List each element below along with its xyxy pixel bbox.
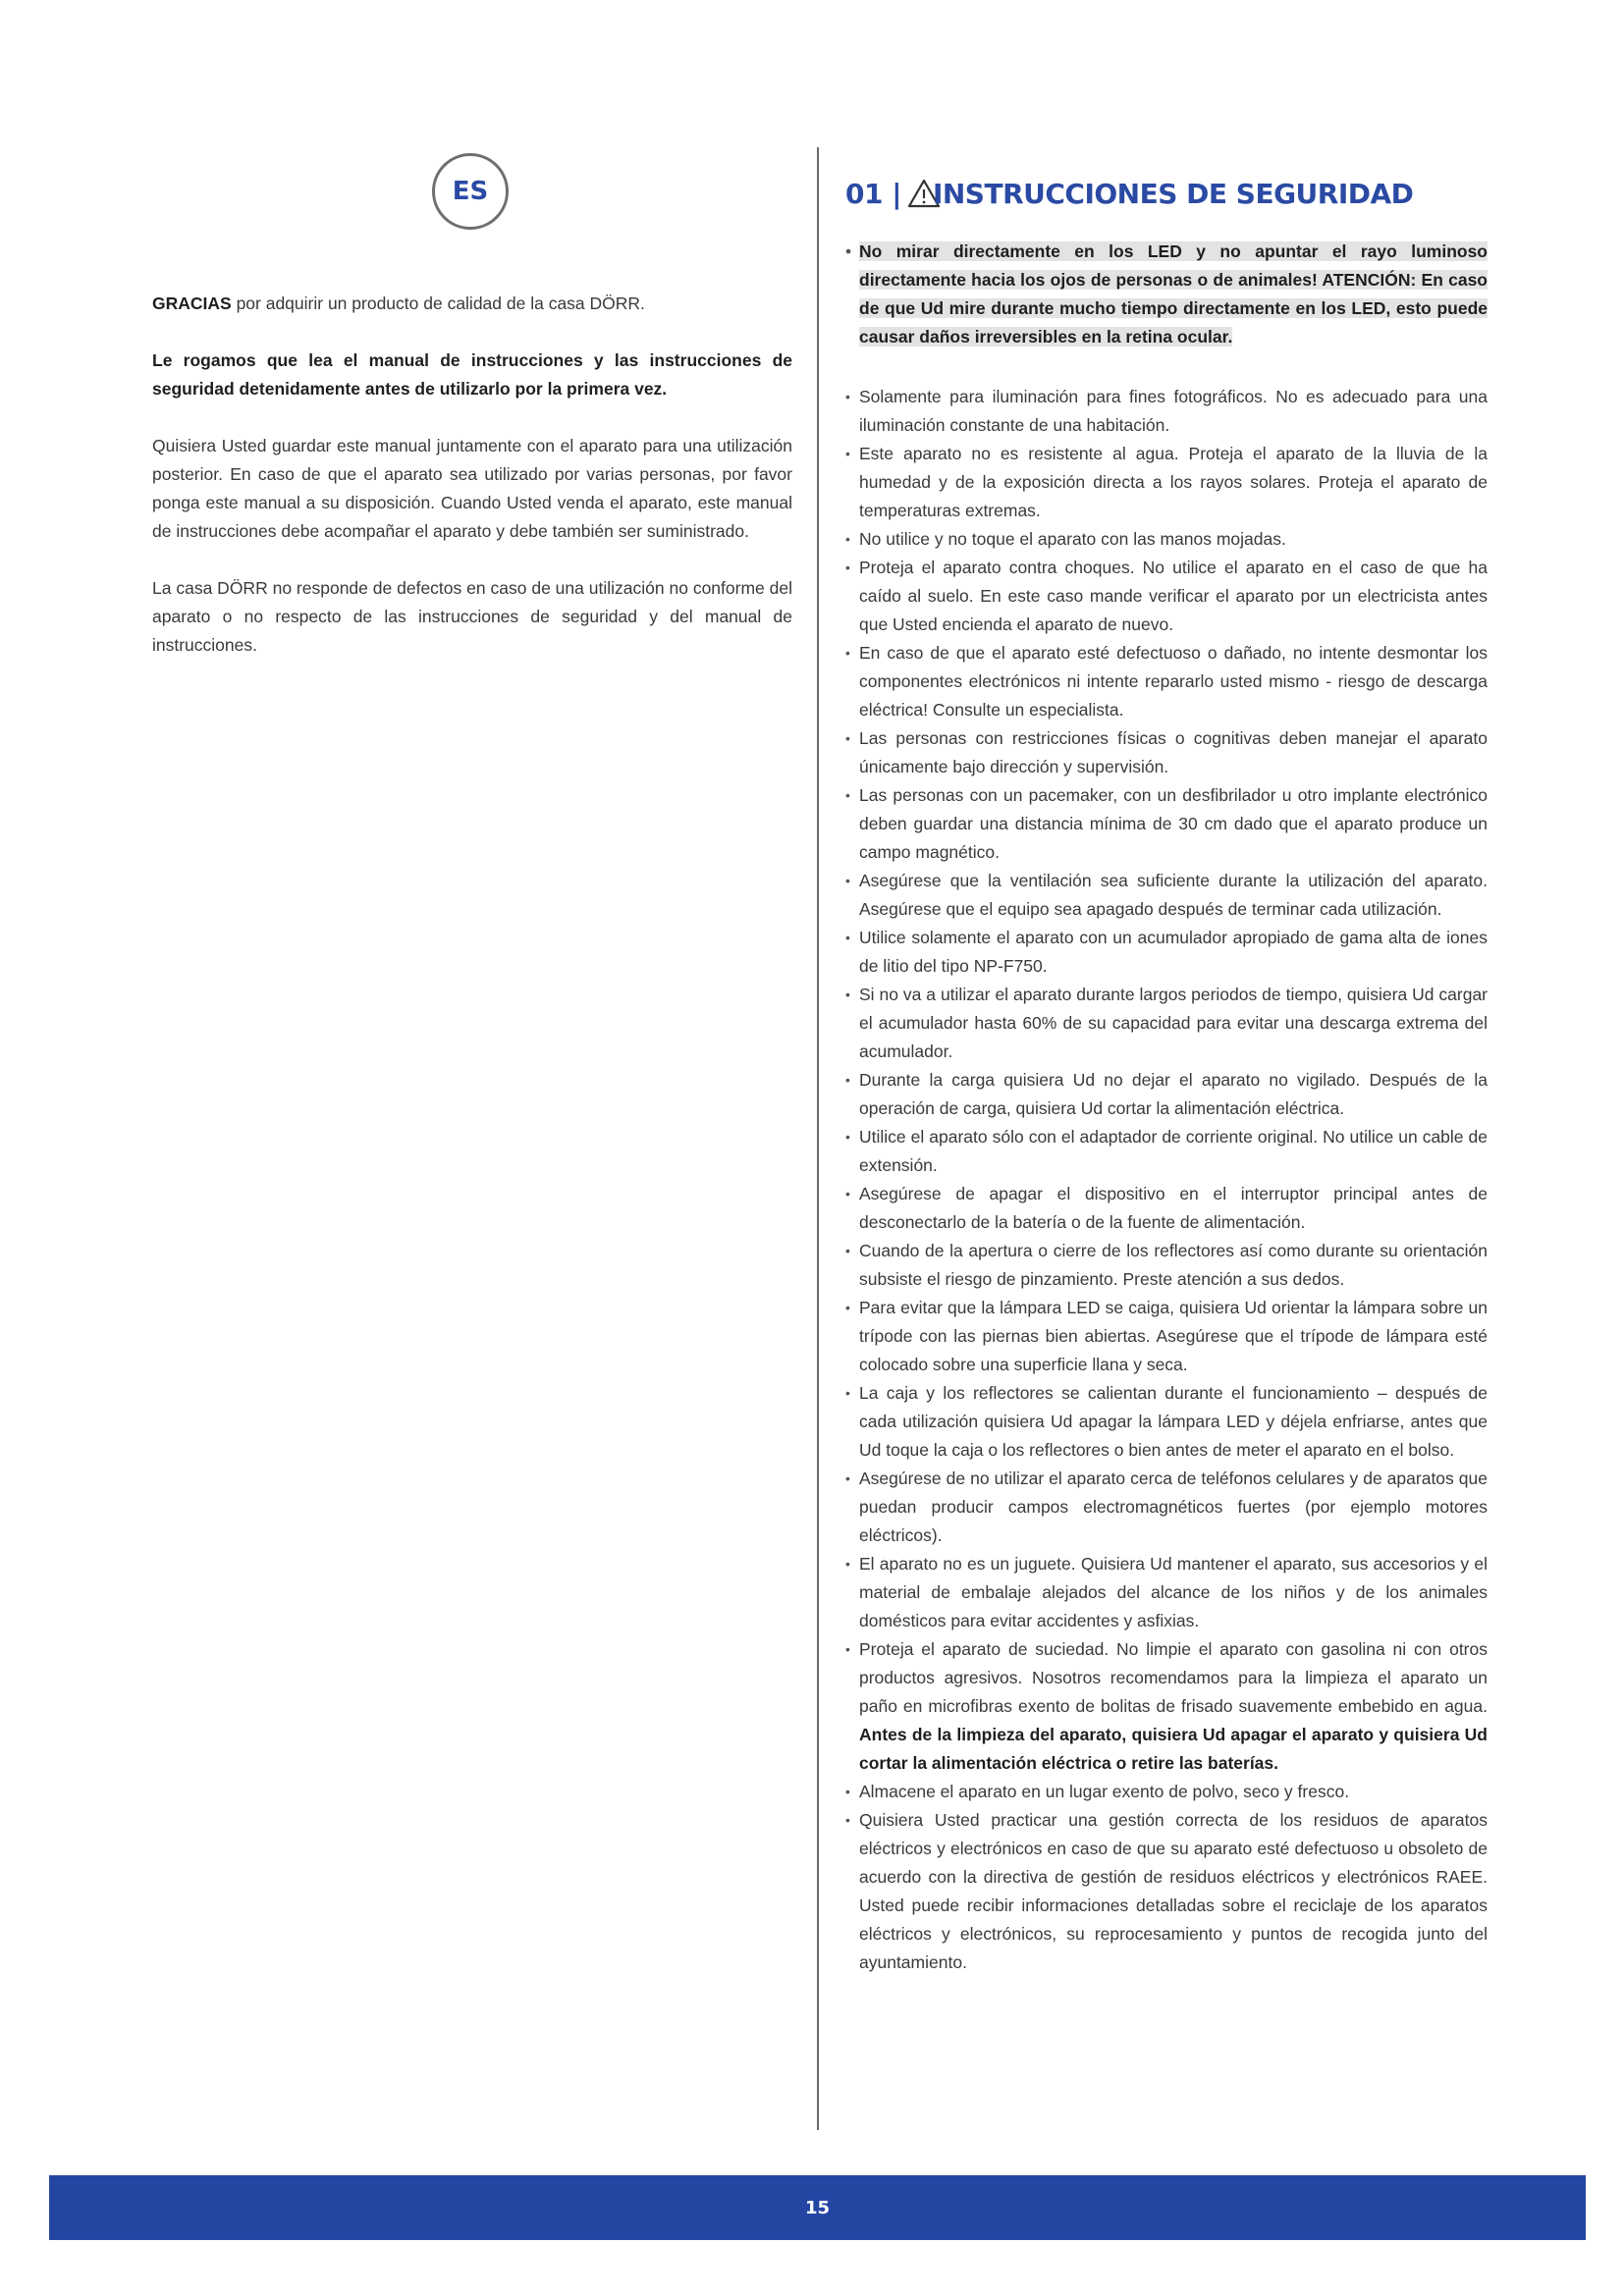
thanks-rest: por adquirir un producto de calidad de la casa DÖRR. xyxy=(231,294,645,313)
safety-list xyxy=(845,383,1488,1977)
safety-item: • La caja y los reflectores se calientan durante el funcionamiento – después de cada utilización quisiera Ud apagar la lámpara LED y déjela enfriarse, antes que Ud toque la caja o los reflectores o bien antes de meter el aparato en el bolso. xyxy=(845,1379,1488,1465)
column-divider xyxy=(817,147,819,2130)
language-badge: ES xyxy=(432,153,509,230)
safety-item: • Quisiera Usted practicar una gestión correcta de los residuos de aparatos eléctricos y electrónicos en caso de que su aparato esté defectuoso u obsoleto de acuerdo con la directiva de gestión de residuos eléctricos y electrónicos RAEE. Usted puede recibir informaciones detalladas sobre el reciclaje de los aparatos eléctricos y electrónicos, su reprocesamiento y puntos de recogida junto del ayuntamiento. xyxy=(845,1806,1488,1977)
cleaning-bold: Antes de la limpieza del aparato, quisiera Ud apagar el aparato y quisiera Ud cortar la alimentación eléctrica o retire las baterías. xyxy=(859,1725,1488,1773)
thanks-strong: GRACIAS xyxy=(152,294,232,313)
bullet-icon: • xyxy=(845,241,852,261)
section-heading-text: INSTRUCCIONES DE SEGURIDAD xyxy=(932,177,1414,210)
page-number: 15 xyxy=(804,2197,831,2218)
keep-manual-paragraph: Quisiera Usted guardar este manual juntamente con el aparato para una utilización posterior. En caso de que el aparato sea utilizado por varias personas, por favor ponga este manual a su disposición. Cuando Usted venda el aparato, este manual de instrucciones debe acompañar el aparato y debe también ser suministrado. xyxy=(152,436,792,541)
safety-item: • Solamente para iluminación para fines fotográficos. No es adecuado para una iluminación constante de una habitación. xyxy=(845,383,1488,440)
section-title xyxy=(845,169,1488,218)
safety-item: • Para evitar que la lámpara LED se caiga, quisiera Ud orientar la lámpara sobre un trípode con las piernas bien abiertas. Asegúrese que el trípode de lámpara esté colocado sobre una superficie llana y seca. xyxy=(845,1294,1488,1379)
safety-item: • Cuando de la apertura o cierre de los reflectores así como durante su orientación subsiste el riesgo de pinzamiento. Preste atención a sus dedos. xyxy=(845,1237,1488,1294)
thanks-paragraph xyxy=(152,290,792,318)
safety-item: • Utilice solamente el aparato con un acumulador apropiado de gama alta de iones de litio del tipo NP-F750. xyxy=(845,924,1488,981)
safety-item: • Asegúrese de no utilizar el aparato cerca de teléfonos celulares y de aparatos que puedan producir campos electromagnéticos fuertes (por ejemplo motores eléctricos). xyxy=(845,1465,1488,1550)
safety-item: • Las personas con un pacemaker, con un desfibrilador u otro implante electrónico deben guardar una distancia mínima de 30 cm dado que el aparato produce un campo magnético. xyxy=(845,781,1488,867)
safety-item: • Este aparato no es resistente al agua. Proteja el aparato de la lluvia de la humedad y de la exposición directa a los rayos solares. Proteja el aparato de temperaturas extremas. xyxy=(845,440,1488,525)
safety-item: • Almacene el aparato en un lugar exento de polvo, seco y fresco. xyxy=(845,1778,1488,1806)
safety-item: • Si no va a utilizar el aparato durante largos periodos de tiempo, quisiera Ud cargar el acumulador hasta 60% de su capacidad para evitar una descarga extrema del acumulador. xyxy=(845,981,1488,1066)
cleaning-item xyxy=(845,1635,1488,1778)
section-number: 01 | xyxy=(845,177,901,210)
safety-column xyxy=(845,169,1488,1977)
read-manual-request: Le rogamos que lea el manual de instrucciones y las instrucciones de seguridad detenidamente antes de utilizarlo por la primera vez. xyxy=(152,350,792,399)
safety-item: • Asegúrese de apagar el dispositivo en el interruptor principal antes de desconectarlo de la batería o de la fuente de alimentación. xyxy=(845,1180,1488,1237)
safety-item: • Proteja el aparato contra choques. No utilice el aparato en el caso de que ha caído al suelo. En este caso mande verificar el aparato por un electricista antes que Usted encienda el aparato de nuevo. xyxy=(845,554,1488,639)
safety-item: • Utilice el aparato sólo con el adaptador de corriente original. No utilice un cable de extensión. xyxy=(845,1123,1488,1180)
safety-item: • En caso de que el aparato esté defectuoso o dañado, no intente desmontar los componentes electrónicos ni intente repararlo usted mismo - riesgo de descarga eléctrica! Consulte un especialista. xyxy=(845,639,1488,724)
safety-item: • No utilice y no toque el aparato con las manos mojadas. xyxy=(845,525,1488,554)
cleaning-text: Proteja el aparato de suciedad. No limpie el aparato con gasolina ni con otros productos agresivos. Nosotros recomendamos para la limpieza el aparato un paño en microfibras exento de bolitas de frisado suavemente embebido en agua. xyxy=(859,1639,1488,1716)
led-warning-text: No mirar directamente en los LED y no apuntar el rayo luminoso directamente hacia los ojos de personas o de animales! ATENCIÓN: En caso de que Ud mire durante mucho tiempo directamente en los LED, esto puede causar daños irreversibles en la retina ocular. xyxy=(859,241,1488,347)
safety-item: • Durante la carga quisiera Ud no dejar el aparato no vigilado. Después de la operación de carga, quisiera Ud cortar la alimentación eléctrica. xyxy=(845,1066,1488,1123)
safety-item: • El aparato no es un juguete. Quisiera Ud mantener el aparato, sus accesorios y el material de embalaje alejados del alcance de los niños y de los animales domésticos para evitar accidentes y asfixias. xyxy=(845,1550,1488,1635)
footer-bar xyxy=(49,2175,1586,2240)
safety-item: • Asegúrese que la ventilación sea suficiente durante la utilización del aparato. Asegúrese que el equipo sea apagado después de terminar cada utilización. xyxy=(845,867,1488,924)
intro-column xyxy=(152,290,792,688)
safety-item: • Las personas con restricciones físicas o cognitivas deben manejar el aparato únicamente bajo dirección y supervisión. xyxy=(845,724,1488,781)
led-warning xyxy=(845,238,1488,351)
liability-paragraph: La casa DÖRR no responde de defectos en caso de una utilización no conforme del aparato o no respecto de las instrucciones de seguridad y del manual de instrucciones. xyxy=(152,578,792,655)
